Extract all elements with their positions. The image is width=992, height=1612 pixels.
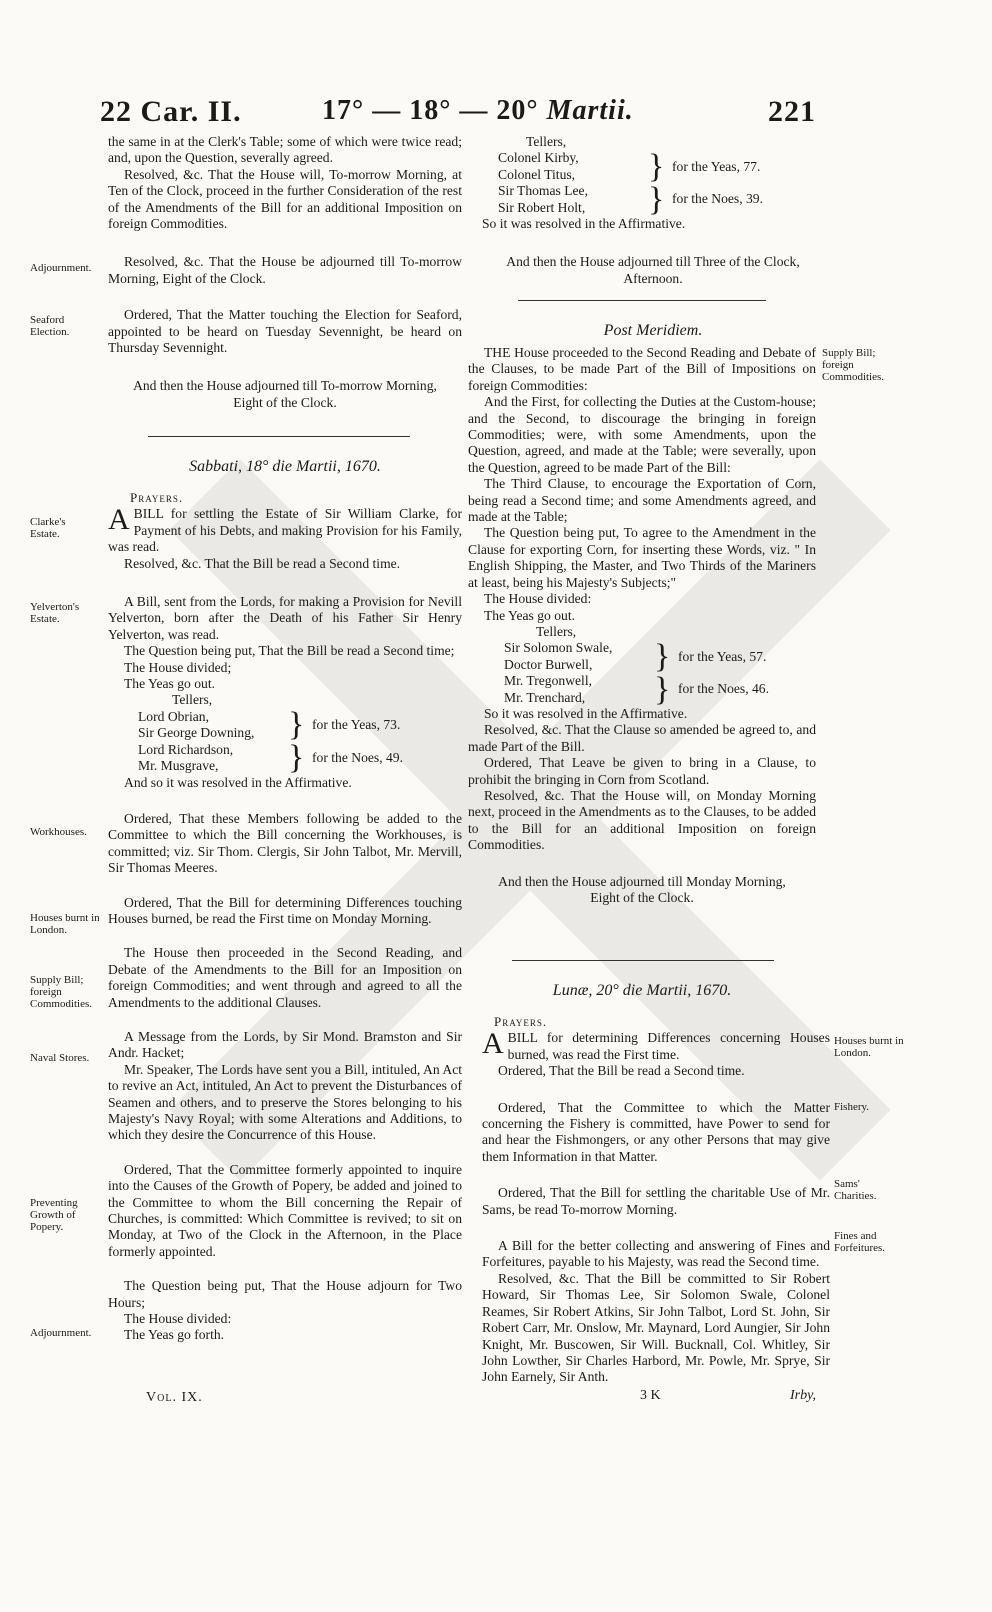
margin-note-fines: Fines and Forfeitures. [834, 1230, 886, 1254]
right-tellers-2: Tellers, [536, 623, 577, 639]
left-tellers-yeas [108, 706, 462, 744]
left-p20: The House divided: [124, 1311, 232, 1327]
right-tellers-yeas-2 [468, 637, 816, 675]
teller-name: Doctor Burwell, [504, 656, 593, 672]
right-column-3 [482, 1014, 830, 1386]
left-p9: The Question being put, That the Bill be read a Second time; [124, 643, 455, 659]
left-p16: A Message from the Lords, by Sir Mond. Bramston and Sir Andr. Hacket; [108, 1028, 462, 1061]
post-meridiem-heading: Post Meridiem. [603, 322, 703, 339]
margin-note-houses-burnt-right: Houses burnt in London. [834, 1035, 904, 1059]
left-p11: The Yeas go out. [124, 676, 216, 692]
margin-note-houses-burnt: Houses burnt in London. [30, 912, 100, 936]
right-p8: The Yeas go out. [484, 607, 576, 623]
teller-count: for the Noes, 49. [312, 749, 403, 765]
right-p13: And then the House adjourned till Monday Morning, Eight of the Clock. [498, 873, 786, 905]
teller-name: Sir Robert Holt, [498, 199, 586, 215]
right-prayers: Prayers. [494, 1014, 548, 1029]
running-head-left: 22 Car. II. [100, 95, 242, 128]
right-column-2 [468, 345, 816, 906]
right-p6: The Question being put, To agree to the Amendment in the Clause for exporting Corn, for inserting these Words, viz. " In English Shipping, the Master, and Two Thirds of the Mariners at least, being his Majesty's Subjects;" [468, 525, 816, 590]
margin-note-supply-bill-right: Supply Bill; foreign Commodities. [822, 347, 885, 383]
left-p21: The Yeas go forth. [124, 1327, 225, 1343]
teller-count: for the Yeas, 73. [312, 717, 401, 733]
margin-note-sams: Sams' Charities. [834, 1178, 877, 1202]
right-p18: A Bill for the better collecting and answering of Fines and Forfeitures, payable to his Majesty, was read the Second time. [482, 1238, 830, 1270]
margin-note-adjournment: Adjournment. [30, 262, 92, 274]
teller-name: Colonel Kirby, [498, 150, 579, 166]
margin-note-adjournment-2: Adjournment. [30, 1327, 92, 1339]
right-p12: Resolved, &c. That the House will, on Monday Morning next, proceed in the Amendments as to the Clauses, to be added to the Bill for an additional Imposition on foreign Commodities. [468, 787, 816, 853]
margin-note-workhouses: Workhouses. [30, 826, 87, 838]
right-rule-2 [512, 960, 774, 961]
left-p19: The Question being put, That the House adjourn for Two Hours; [108, 1278, 462, 1310]
right-column [482, 134, 824, 287]
dropcap-a: A [108, 503, 130, 537]
right-tellers-yeas [482, 147, 824, 185]
catchword: Irby, [790, 1388, 817, 1403]
left-column [108, 134, 462, 411]
left-p15: The House then proceeded in the Second Reading, and Debate of the Amendments to the Bill for an Imposition on foreign Commodities; and went through and agreed to all the Amendments to the additional Clauses. [108, 945, 462, 1010]
right-p16: Ordered, That the Committee to which the Matter concerning the Fishery is committed, have Power to send for and hear the Fishmongers, or any other Persons that may give them Information in that Matter. [482, 1099, 830, 1164]
teller-name: Sir Thomas Lee, [498, 183, 588, 199]
right-tellers-noes [482, 180, 824, 218]
teller-count: for the Noes, 39. [672, 191, 763, 207]
left-column-2 [108, 490, 462, 1344]
left-p13: Ordered, That these Members following be added to the Committee to which the Bill concerning the Workhouses, is committed; viz. Sir Thom. Clergis, Sir John Talbot, Mr. Mervill, Sir Thomas Meeres. [108, 810, 462, 876]
page-number: 221 [768, 95, 816, 128]
left-day-heading: Sabbati, 18° die Martii, 1670. [189, 458, 381, 475]
brace: } [288, 706, 305, 744]
teller-name: Sir Solomon Swale, [504, 640, 613, 656]
right-p14-wrap [482, 1027, 830, 1063]
left-p6: BILL for settling the Estate of Sir William Clarke, for Payment of his Debts, and making Provision for his Family, was read. [108, 506, 462, 555]
teller-name: Mr. Trenchard, [504, 689, 586, 705]
margin-note-naval-stores: Naval Stores. [30, 1052, 90, 1064]
right-p19: Resolved, &c. That the Bill be committed to Sir Robert Howard, Sir Thomas Lee, Sir Solomon Swale, Colonel Reames, Sir Robert Atkins, Sir John Talbot, Lord St. John, Sir Robert Carr, Mr. Onslow, Mr. Maynard, Lord Aungier, Sir John Knight, Mr. Buscowen, Sir Will. Bucknall, Col. Whitley, Sir John Lowther, Sir Charles Harbord, Mr. Powle, Mr. Sprye, Sir John Earnely, Sir Anth. [482, 1270, 830, 1385]
margin-note-fishery: Fishery. [834, 1101, 870, 1113]
right-tellers-noes-2 [468, 670, 816, 708]
margin-note-supply-bill: Supply Bill; foreign Commodities. [30, 974, 93, 1010]
right-p4: And the First, for collecting the Duties at the Custom-house; and the Second, to discourage the bringing in foreign Commodities; were, with some Amendments, upon the Question, agreed, and made at the Table; were severally, upon the Question, agreed to be made Part of the Bill: [468, 394, 816, 475]
teller-name: Colonel Titus, [498, 166, 576, 182]
right-p9: So it was resolved in the Affirmative. [484, 705, 688, 721]
right-rule-1 [518, 300, 766, 301]
dropcap-a: A [482, 1027, 504, 1061]
teller-name: Mr. Tregonwell, [504, 673, 592, 689]
right-p3: THE House proceeded to the Second Reading and Debate of the Clauses, to be made Part of the Bill of Impositions on foreign Commodities: [468, 345, 816, 393]
brace: } [288, 739, 305, 777]
left-p6-wrap [108, 503, 462, 555]
right-tellers: Tellers, [526, 134, 567, 149]
margin-note-seaford: Seaford Election. [30, 314, 70, 338]
left-p3: Resolved, &c. That the House be adjourned till To-morrow Morning, Eight of the Clock. [108, 254, 462, 286]
left-p18: Ordered, That the Committee formerly appointed to inquire into the Causes of the Growth of Popery, be added and joined to the Committee to whom the Bill concerning the Repair of Churches, is committed: Which Committee is revived; to sit on Monday, at Two of the Clock in the Afternoon, in the Place formerly appointed. [108, 1161, 462, 1259]
teller-name: Lord Obrian, [138, 708, 209, 724]
teller-name: Sir George Downing, [138, 725, 255, 741]
left-p14: Ordered, That the Bill for determining Differences touching Houses burned, be read the First time on Monday Morning. [108, 894, 462, 926]
left-p7: Resolved, &c. That the Bill be read a Second time. [124, 555, 401, 571]
teller-name: Mr. Musgrave, [138, 758, 219, 774]
right-p2: And then the House adjourned till Three of the Clock, Afternoon. [506, 254, 800, 286]
left-p8: A Bill, sent from the Lords, for making a Provision for Nevill Yelverton, born after the Death of his Father Sir Henry Yelverton, was read. [108, 594, 462, 642]
margin-note-clarke: Clarke's Estate. [30, 516, 66, 540]
right-p17: Ordered, That the Bill for settling the charitable Use of Mr. Sams, be read To-morrow Morning. [482, 1185, 830, 1217]
teller-count: for the Yeas, 57. [678, 648, 767, 664]
brace: } [654, 637, 671, 675]
left-tellers-noes [108, 739, 462, 777]
left-tellers: Tellers, [172, 692, 213, 708]
right-p10: Resolved, &c. That the Clause so amended be agreed to, and made Part of the Bill. [468, 722, 816, 754]
margin-note-popery: Preventing Growth of Popery. [30, 1197, 78, 1233]
left-rule-1 [148, 436, 410, 437]
left-p17: Mr. Speaker, The Lords have sent you a Bill, intituled, An Act to revive an Act, intituled, An Act to prevent the Disturbances of Seamen and others, and to preserve the Stores belonging to his Majesty's Navy Royal; with some Alterations and Additions, to which they desire the Concurrence of this House. [108, 1061, 462, 1143]
teller-name: Lord Richardson, [138, 741, 234, 757]
left-p5: And then the House adjourned till To-morrow Morning, Eight of the Clock. [133, 378, 437, 410]
left-p2: Resolved, &c. That the House will, To-morrow Morning, at Ten of the Clock, proceed in the further Consideration of the rest of the Amendments of the Bill for an additional Imposition on foreign Commodities. [108, 166, 462, 232]
teller-count: for the Noes, 46. [678, 681, 769, 697]
left-p1: the same in at the Clerk's Table; some of which were twice read; and, upon the Question, severally agreed. [108, 134, 462, 166]
left-p4: Ordered, That the Matter touching the Election for Seaford, appointed to be heard on Tuesday Sevennight, be heard on Thursday Sevennight. [108, 307, 462, 356]
right-p1: So it was resolved in the Affirmative. [482, 216, 686, 232]
right-p5: The Third Clause, to encourage the Exportation of Corn, being read a Second time; and some Amendments agreed, and made at the Table; [468, 476, 816, 525]
teller-count: for the Yeas, 77. [672, 158, 761, 174]
right-day-heading: Lunæ, 20° die Martii, 1670. [552, 982, 732, 999]
brace: } [648, 180, 665, 218]
brace: } [654, 670, 671, 708]
right-p11: Ordered, That Leave be given to bring in a Clause, to prohibit the bringing in Corn from Scotland. [468, 755, 816, 787]
signature-mark: 3 K [640, 1388, 661, 1403]
margin-note-yelverton: Yelverton's Estate. [30, 601, 80, 625]
left-prayers: Prayers. [130, 490, 184, 505]
right-p14: BILL for determining Differences concerning Houses burned, was read the First time. [507, 1030, 830, 1062]
volume-signature: Vol. IX. [146, 1390, 203, 1405]
left-p10: The House divided; [124, 659, 232, 675]
right-p15: Ordered, That the Bill be read a Second time. [498, 1063, 745, 1079]
running-head-center: 17° — 18° — 20° Martii. [322, 95, 634, 126]
right-p7: The House divided: [484, 591, 592, 607]
left-p12: And so it was resolved in the Affirmative. [124, 774, 352, 790]
brace: } [648, 147, 665, 185]
